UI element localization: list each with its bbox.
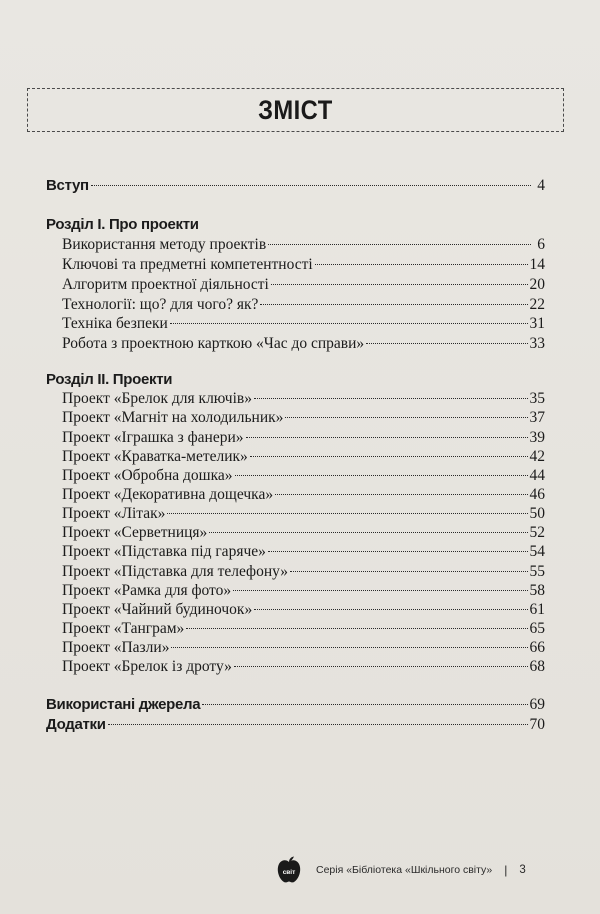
toc-entry[interactable] <box>62 562 545 582</box>
toc-entry[interactable] <box>62 523 545 543</box>
toc-entry-label: Проект «Іграшка з фанери» <box>62 429 244 446</box>
toc-entry[interactable] <box>62 275 545 295</box>
toc-entry-label: Проект «Серветниця» <box>62 524 208 541</box>
toc-entry-label: Додатки <box>46 716 106 733</box>
dot-leader <box>254 609 527 610</box>
toc-entry-label: Проект «Підставка для телефону» <box>62 563 289 580</box>
page-title: ЗМІСТ <box>258 94 333 125</box>
toc-page-number: 65 <box>529 620 545 637</box>
dot-leader <box>186 628 527 629</box>
toc-entry[interactable] <box>62 428 545 448</box>
page-footer <box>274 858 574 882</box>
toc-entry[interactable] <box>62 447 545 467</box>
toc-page-number: 20 <box>529 276 545 293</box>
toc-page-number: 33 <box>529 335 545 352</box>
toc-entry[interactable] <box>62 466 545 486</box>
dot-leader <box>108 724 528 725</box>
toc-page-number: 4 <box>537 177 545 194</box>
toc-entry-label: Проект «Магніт на холодильник» <box>62 409 284 426</box>
toc-page-number: 69 <box>529 696 545 713</box>
toc-page-number: 31 <box>529 315 545 332</box>
toc-entry-appendix[interactable] <box>46 715 545 735</box>
dot-leader <box>202 704 527 705</box>
toc-entry-label: Проект «Підставка під гаряче» <box>62 543 266 560</box>
toc-entry[interactable] <box>62 389 545 409</box>
toc-entry[interactable] <box>62 295 545 315</box>
toc-entry-label: Проект «Рамка для фото» <box>62 582 232 599</box>
toc-entry-label: Використані джерела <box>46 696 201 713</box>
toc-entry-label: Проект «Брелок для ключів» <box>62 390 252 407</box>
dot-leader <box>260 304 527 305</box>
dot-leader <box>285 417 527 418</box>
dot-leader <box>167 513 527 514</box>
dot-leader <box>209 532 527 533</box>
toc-entry-label: Ключові та предметні компетентності <box>62 256 313 273</box>
page-number: 3 <box>519 864 526 876</box>
toc-entry-label: Проект «Танграм» <box>62 620 185 637</box>
dot-leader <box>275 494 527 495</box>
toc-entry[interactable] <box>62 619 545 639</box>
toc-page-number: 55 <box>529 563 545 580</box>
toc-entry-label: Вступ <box>46 177 89 194</box>
toc-page-number: 37 <box>529 409 545 426</box>
toc-entry-label: Технології: що? для чого? як? <box>62 296 259 313</box>
toc-entry[interactable] <box>62 600 545 620</box>
dot-leader <box>234 666 528 667</box>
toc-entry[interactable] <box>62 657 545 677</box>
series-name: Серія «Бібліотека «Шкільного світу» <box>316 864 493 876</box>
dot-leader <box>271 284 528 285</box>
dot-leader <box>246 437 528 438</box>
dot-leader <box>254 398 528 399</box>
toc-entry[interactable] <box>62 581 545 601</box>
toc-page-number: 50 <box>529 505 545 522</box>
toc-entry[interactable] <box>62 235 545 255</box>
toc-page-number: 6 <box>537 236 545 253</box>
toc-entry[interactable] <box>62 314 545 334</box>
toc-page-number: 68 <box>529 658 545 675</box>
dot-leader <box>290 571 527 572</box>
dot-leader <box>171 647 527 648</box>
toc-entry[interactable] <box>62 408 545 428</box>
toc-entry-label: Проект «Пазли» <box>62 639 170 656</box>
dot-leader <box>268 244 531 245</box>
toc-entry-label: Робота з проектною карткою «Час до справи» <box>62 335 365 352</box>
dot-leader <box>170 323 528 324</box>
toc-page-number: 42 <box>529 448 545 465</box>
toc-page-number: 58 <box>529 582 545 599</box>
toc-page-number: 66 <box>529 639 545 656</box>
dot-leader <box>268 551 528 552</box>
toc-entry[interactable] <box>62 504 545 524</box>
dot-leader <box>91 185 531 186</box>
toc-entry-label: Проект «Чайний будиночок» <box>62 601 253 618</box>
toc-entry-label: Використання методу проектів <box>62 236 267 253</box>
toc-page-number: 52 <box>529 524 545 541</box>
toc-entry-label: Проект «Обробна дошка» <box>62 467 233 484</box>
toc-entry-intro[interactable] <box>46 176 545 196</box>
toc-entry-label: Проект «Брелок із дроту» <box>62 658 232 675</box>
apple-logo-icon <box>274 856 304 884</box>
footer-separator: | <box>504 863 508 877</box>
toc-page-number: 46 <box>529 486 545 503</box>
toc-entry-label: Проект «Літак» <box>62 505 166 522</box>
toc-entry-label: Проект «Декоративна дощечка» <box>62 486 274 503</box>
toc-page-number: 61 <box>529 601 545 618</box>
toc-entry[interactable] <box>62 485 545 505</box>
logo-text: світ <box>282 869 296 876</box>
toc-entry[interactable] <box>62 638 545 658</box>
dot-leader <box>366 343 527 344</box>
section-heading-1: Розділ I. Про проекти <box>46 216 199 233</box>
toc-page-number: 35 <box>529 390 545 407</box>
toc-entry-label: Проект «Краватка-метелик» <box>62 448 248 465</box>
toc-entry[interactable] <box>62 255 545 275</box>
toc-entry[interactable] <box>62 334 545 354</box>
toc-entry-label: Алгоритм проектної діяльності <box>62 276 269 293</box>
dot-leader <box>315 264 528 265</box>
section-heading-2: Розділ II. Проекти <box>46 371 173 388</box>
toc-page-number: 39 <box>529 429 545 446</box>
toc-entry[interactable] <box>62 542 545 562</box>
toc-entry-sources[interactable] <box>46 695 545 715</box>
toc-page-number: 54 <box>529 543 545 560</box>
toc-page-number: 14 <box>529 256 545 273</box>
toc-page-number: 70 <box>529 716 545 733</box>
toc-entry-label: Техніка безпеки <box>62 315 168 332</box>
toc-page-number: 22 <box>529 296 545 313</box>
toc-page-number: 44 <box>529 467 545 484</box>
dot-leader <box>235 475 528 476</box>
dot-leader <box>233 590 527 591</box>
dot-leader <box>250 456 528 457</box>
title-frame <box>27 88 564 132</box>
